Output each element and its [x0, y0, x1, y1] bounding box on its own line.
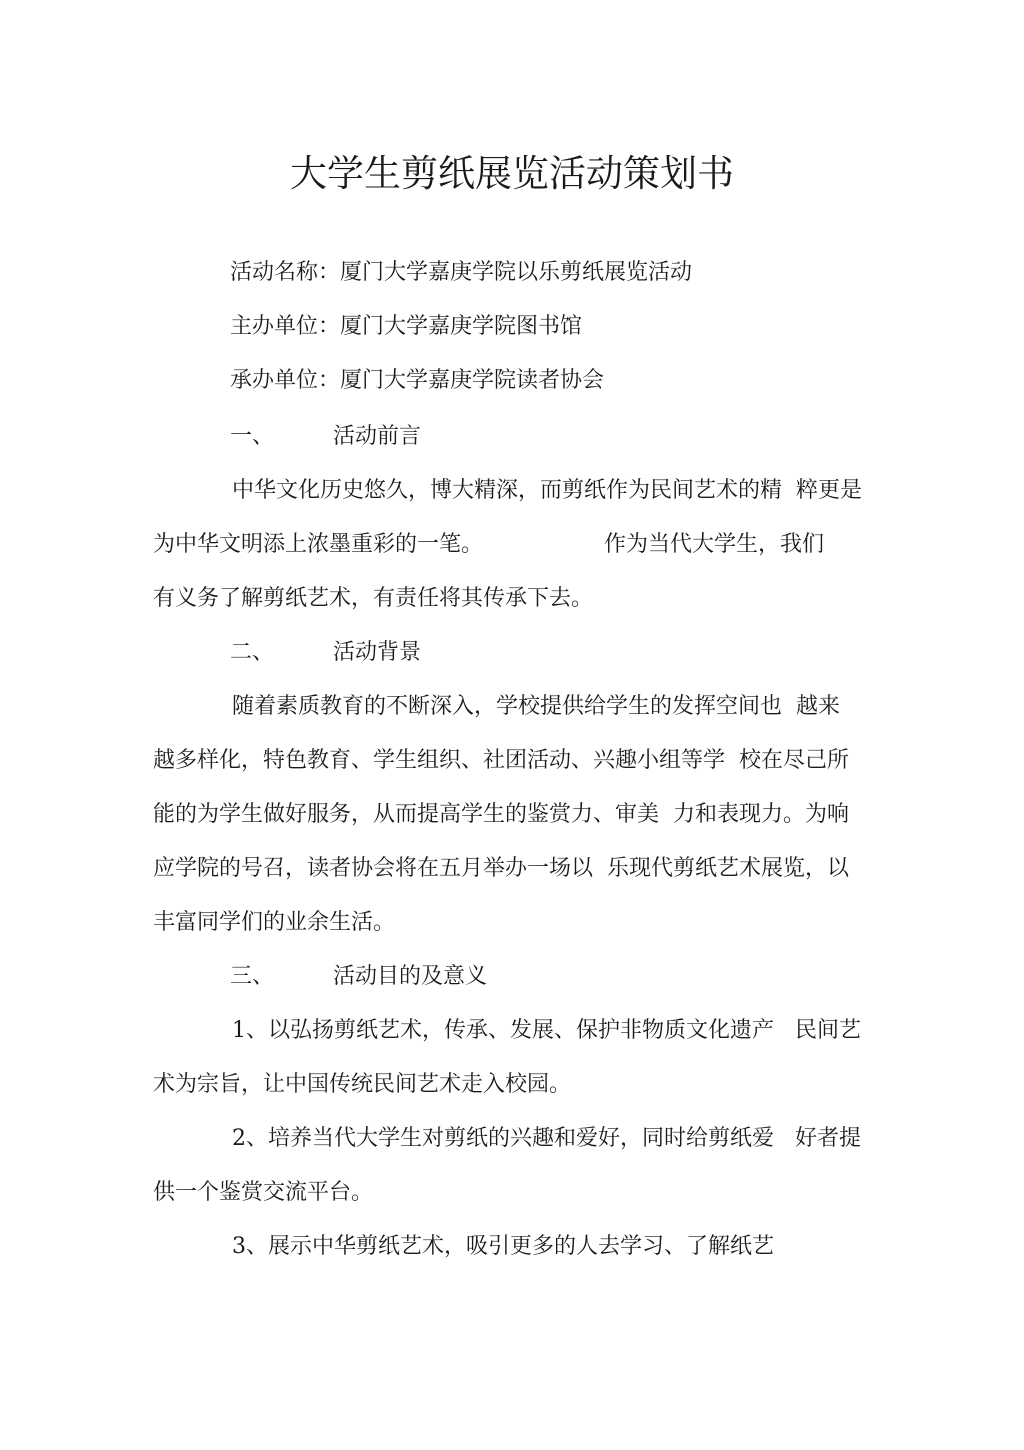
paragraph-line: 作为当代大学生，我们 — [604, 532, 825, 557]
paragraph-line: 有义务了解剪纸艺术，有责任将其传承下去。 — [153, 586, 594, 611]
section-number: 二、 — [230, 640, 275, 665]
section-number: 三、 — [230, 964, 275, 989]
paragraph-line: 术为宗旨，让中国传统民间艺术走入校园。 — [153, 1072, 572, 1097]
section-heading: 活动目的及意义 — [333, 964, 488, 989]
section-number: 一、 — [230, 424, 275, 449]
paragraph-line: 应学院的号召，读者协会将在五月举办一场以 乐现代剪纸艺术展览，以 — [153, 856, 849, 881]
paragraph-line: 2、培养当代大学生对剪纸的兴趣和爱好，同时给剪纸爱 好者提 — [232, 1126, 861, 1151]
paragraph-line: 中华文化历史悠久，博大精深，而剪纸作为民间艺术的精 粹更是 — [232, 478, 862, 503]
section-heading: 活动前言 — [333, 424, 422, 449]
paragraph-line: 丰富同学们的业余生活。 — [153, 910, 396, 935]
paragraph-line: 为中华文明添上浓墨重彩的一笔。 — [153, 532, 484, 557]
paragraph-line: 越多样化，特色教育、学生组织、社团活动、兴趣小组等学 校在尽己所 — [153, 748, 849, 773]
organizer-unit: 承办单位：厦门大学嘉庚学院读者协会 — [230, 368, 605, 393]
host-unit: 主办单位：厦门大学嘉庚学院图书馆 — [230, 314, 583, 339]
section-heading: 活动背景 — [333, 640, 422, 665]
paragraph-line: 3、展示中华剪纸艺术，吸引更多的人去学习、了解纸艺 — [232, 1234, 774, 1259]
paragraph-line: 随着素质教育的不断深入，学校提供给学生的发挥空间也 越来 — [232, 694, 840, 719]
document-title: 大学生剪纸展览活动策划书 — [290, 152, 734, 195]
paragraph-line: 供一个鉴赏交流平台。 — [153, 1180, 374, 1205]
activity-name: 活动名称：厦门大学嘉庚学院以乐剪纸展览活动 — [230, 260, 693, 285]
paragraph-line: 1、以弘扬剪纸艺术，传承、发展、保护非物质文化遗产 民间艺 — [232, 1018, 861, 1043]
paragraph-line: 能的为学生做好服务，从而提高学生的鉴赏力、审美 力和表现力。为响 — [153, 802, 849, 827]
